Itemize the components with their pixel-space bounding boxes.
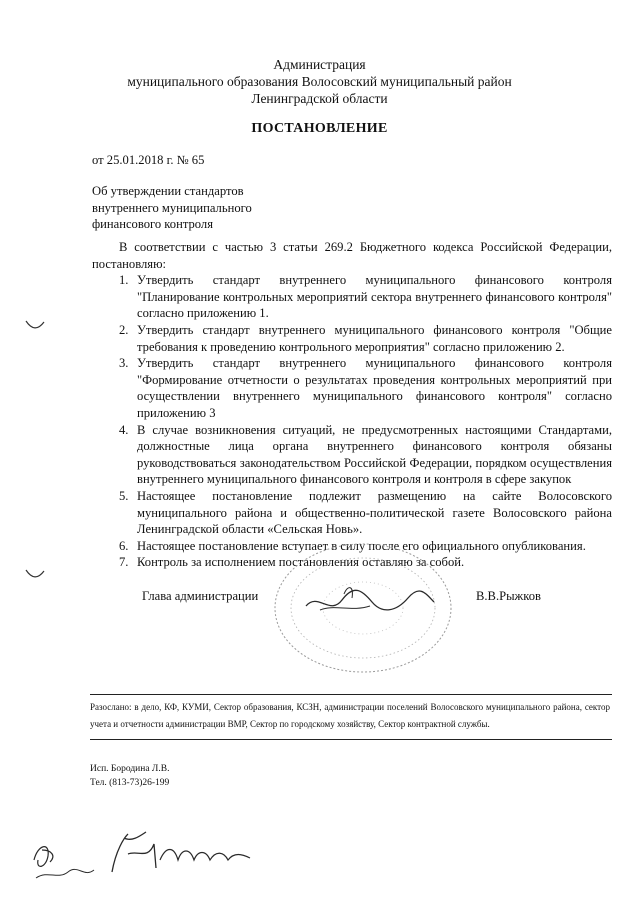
- margin-mark: [24, 318, 46, 332]
- signature-mark: [300, 572, 440, 622]
- list-item: 1. Утвердить стандарт внутреннего муниципального финансового контроля "Планирование контрольных мероприятий сектора внутреннего финансового контроля" согласно приложению 1.: [119, 273, 612, 321]
- list-item: 7. Контроль за исполнением постановления оставляю за собой.: [119, 555, 465, 570]
- distribution-list: Разослано: в дело, КФ, КУМИ, Сектор образования, КСЗН, администрации поселений Волосовского муниципального района, сектор учета и отчетности администрации ВМР, Сектор по городскому хозяйству, Сектор контрактной службы.: [90, 702, 610, 729]
- list-item: 6. Настоящее постановление вступает в силу после его официального опубликования.: [119, 538, 586, 553]
- subject-line-3: финансового контроля: [92, 217, 213, 232]
- handwritten-signatures: [28, 820, 278, 890]
- list-item: 3. Утвердить стандарт внутреннего муниципального финансового контроля "Формирование отчетности о результатах проведения контрольных мероприятий при осуществлении внутреннего муниципального финансового контроля" согласно приложению 3: [119, 356, 612, 420]
- divider: [90, 739, 612, 740]
- subject: [92, 183, 252, 233]
- header: [0, 56, 639, 107]
- margin-mark: [24, 567, 46, 581]
- document-title: ПОСТАНОВЛЕНИЕ: [251, 121, 388, 136]
- header-line-3: Ленинградской области: [251, 91, 388, 106]
- document-body: [92, 239, 612, 571]
- preamble: В соответствии с частью 3 статьи 269.2 Бюджетного кодекса Российской Федерации, постановляю:: [92, 240, 612, 271]
- header-line-1: Администрация: [273, 57, 366, 72]
- divider: [90, 694, 612, 695]
- list-item: 2. Утвердить стандарт внутреннего муниципального финансового контроля "Общие требования к проведению контрольного мероприятия" согласно приложению 2.: [119, 322, 612, 354]
- list-item: 4. В случае возникновения ситуаций, не предусмотренных настоящими Стандартами, должностные лица органа внутреннего финансового контроля обязаны руководствоваться законодательством Российской Федерации, порядком осуществления внутреннего муниципального финансового контроля и контроля в сфере закупок: [119, 422, 612, 487]
- executor-name: Исп. Бородина Л.В.: [90, 764, 170, 774]
- signature-name: В.В.Рыжков: [476, 589, 541, 603]
- date-number: от 25.01.2018 г. № 65: [92, 153, 205, 167]
- executor-phone: Тел. (813-73)26-199: [90, 778, 170, 788]
- signature-position: Глава администрации: [142, 589, 259, 603]
- list-item: 5. Настоящее постановление подлежит размещению на сайте Волосовского муниципального района и общественно-политической газете Волосовского района Ленинградской области «Сельская Новь».: [119, 488, 612, 537]
- executor-contacts: [90, 762, 169, 790]
- subject-line-1: Об утверждении стандартов: [92, 184, 244, 198]
- subject-line-2: внутреннего муниципального: [92, 200, 252, 215]
- header-line-2: муниципального образования Волосовский муниципальный район: [127, 74, 512, 89]
- resolution-items: [92, 272, 612, 571]
